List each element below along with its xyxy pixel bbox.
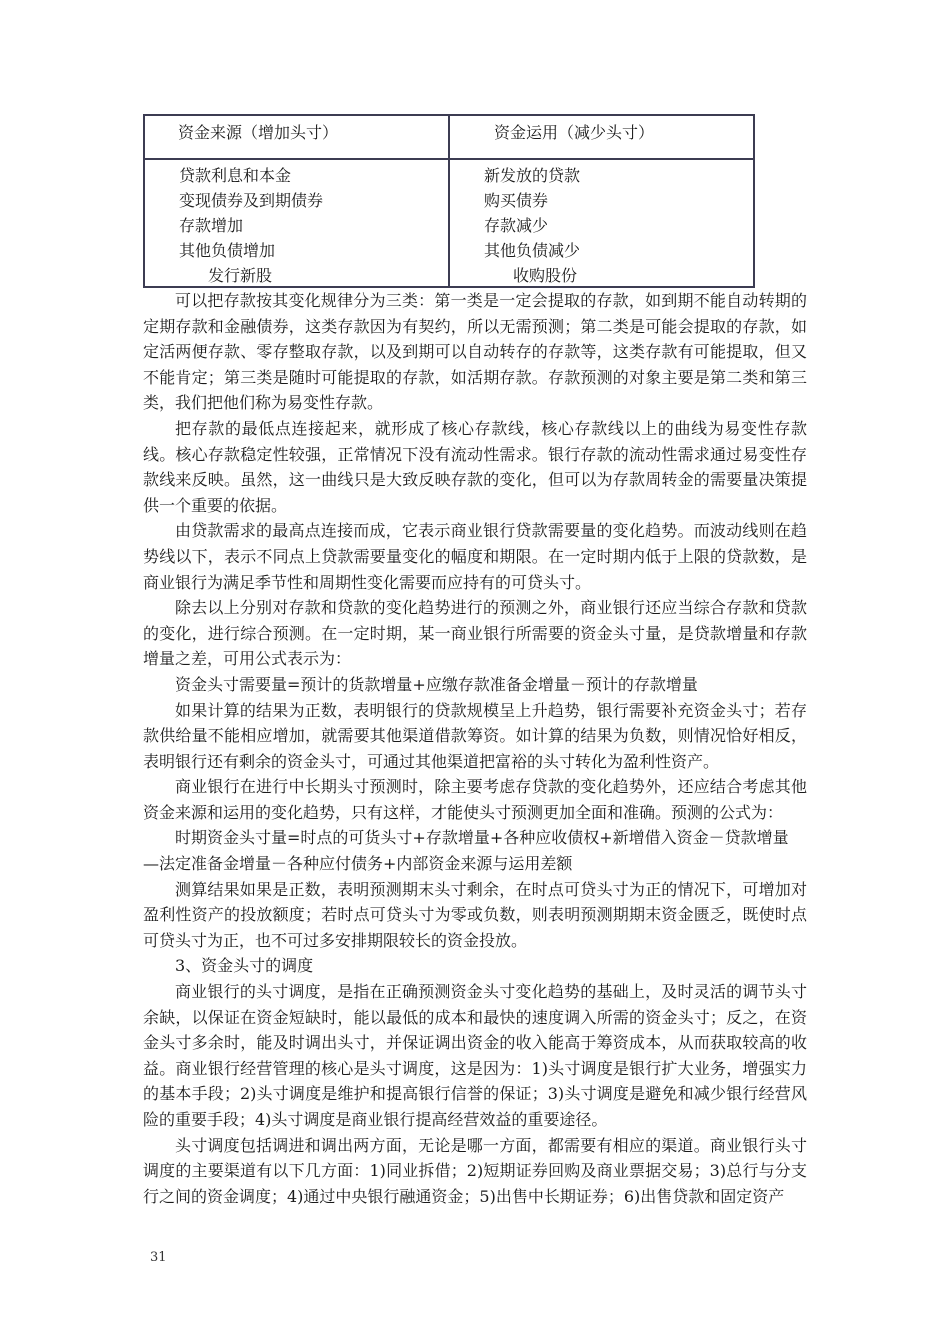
table-cell: 贷款利息和本金 [179,166,292,185]
table-cell: 其他负债减少 [484,241,581,260]
section-heading: 3、资金头寸的调度 [175,956,314,976]
table-cell: 收购股份 [513,266,578,285]
formula: 资金头寸需要量=预计的货款增量+应缴存款准备金增量－预计的存款增量 [175,674,698,694]
paragraph: 由贷款需求的最高点连接而成，它表示商业银行贷款需要量的变化趋势。而波动线则在趋势线以下，表示不同点上贷款需要量变化的幅度和期限。在一定时期内低于上限的贷款数，是商业银行为满足季节性和周期性变化需要而应持有的可贷头寸。 [143,521,807,592]
paragraph: 商业银行在进行中长期头寸预测时，除主要考虑存贷款的变化趋势外，还应结合考虑其他资金来源和运用的变化趋势，只有这样，才能使头寸预测更加全面和准确。预测的公式为： [143,777,807,822]
table-cell: 存款增加 [179,216,244,235]
paragraph: 测算结果如果是正数，表明预测期末头寸剩余，在时点可贷头寸为正的情况下，可增加对盈利性资产的投放额度；若时点可贷头寸为零或负数，则表明预测期期末资金匮乏，既使时点可贷头寸为正，也不可过多安排期限较长的资金投放。 [143,879,807,950]
table-cell: 变现债券及到期债券 [179,191,324,210]
table-header-divider [145,158,753,160]
table-cell: 存款减少 [484,216,549,235]
funds-source-use-table [143,114,755,288]
table-header-use: 资金运用（减少头寸） [494,123,655,142]
table-cell: 购买债券 [484,191,549,210]
table-column-use [484,163,580,288]
paragraph: 可以把存款按其变化规律分为三类：第一类是一定会提取的存款，如到期不能自动转期的定期存款和金融债券，这类存款因为有契约，所以无需预测；第二类是可能会提取的存款，如定活两便存款、零存整取存款，以及到期可以自动转存的存款等，这类存款有可能提取，但又不能肯定；第三类是随时可能提取的存款，如活期存款。存款预测的对象主要是第二类和第三类，我们把他们称为易变性存款。 [143,291,807,413]
formula-continuation: —法定准备金增量－各种应付债务+内部资金来源与运用差额 [143,854,573,874]
table-column-source [179,163,323,288]
table-cell: 其他负债增加 [179,241,276,260]
table-cell: 发行新股 [208,266,273,285]
paragraph: 商业银行的头寸调度，是指在正确预测资金头寸变化趋势的基础上，及时灵活的调节头寸余缺，以保证在资金短缺时，能以最低的成本和最快的速度调入所需的资金头寸；反之，在资金头寸多余时，能及时调出头寸，并保证调出资金的收入能高于筹资成本，从而获取较高的收益。商业银行经营管理的核心是头寸调度，这是因为：1)头寸调度是银行扩大业务，增强实力的基本手段；2)头寸调度是维护和提高银行信誉的保证；3)头寸调度是避免和减少银行经营风险的重要手段；4)头寸调度是商业银行提高经营效益的重要途径。 [143,982,807,1129]
table-header-source: 资金来源（增加头寸） [178,123,339,142]
formula: 时期资金头寸量=时点的可货头寸+存款增量+各种应收债权+新增借入资金－贷款增量 [175,828,789,848]
paragraph: 如果计算的结果为正数，表明银行的贷款规模呈上升趋势，银行需要补充资金头寸；若存款供给量不能相应增加，就需要其他渠道借款筹资。如计算的结果为负数，则情况恰好相反，表明银行还有剩余的资金头寸，可通过其他渠道把富裕的头寸转化为盈利性资产。 [143,700,807,771]
paragraph: 除去以上分别对存款和贷款的变化趋势进行的预测之外，商业银行还应当综合存款和贷款的变化，进行综合预测。在一定时期，某一商业银行所需要的资金头寸量，是贷款增量和存款增量之差，可用公式表示为： [143,598,807,669]
table-column-divider [448,116,450,286]
paragraph: 头寸调度包括调进和调出两方面，无论是哪一方面，都需要有相应的渠道。商业银行头寸调度的主要渠道有以下几方面：1)同业拆借；2)短期证券回购及商业票据交易；3)总行与分支行之间的资金调度；4)通过中央银行融通资金；5)出售中长期证券；6)出售贷款和固定资产 [143,1135,807,1206]
page-number: 31 [150,1250,167,1265]
paragraph: 把存款的最低点连接起来，就形成了核心存款线，核心存款线以上的曲线为易变性存款线。核心存款稳定性较强，正常情况下没有流动性需求。银行存款的流动性需求通过易变性存款线来反映。虽然，这一曲线只是大致反映存款的变化，但可以为存款周转金的需要量决策提供一个重要的依据。 [143,418,807,515]
body-text [143,288,807,1209]
table-cell: 新发放的贷款 [484,166,581,185]
